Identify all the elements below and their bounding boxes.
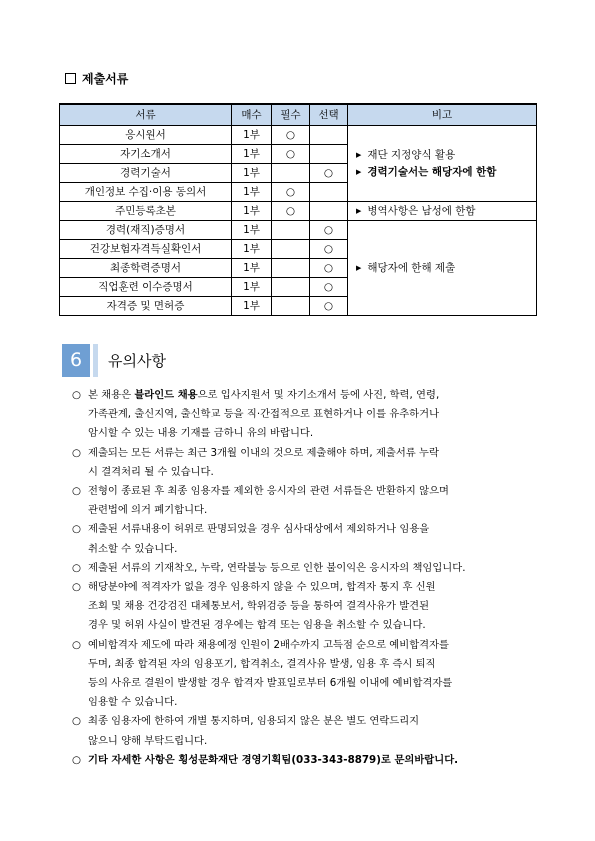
note-line: 취소할 수 있습니다. [88,542,178,555]
header-remark: 비고 [348,104,537,126]
circle-bullet-icon: ○ [72,485,81,498]
checkbox-square-icon [65,73,76,84]
note-line: 제출되는 모든 서류는 최근 3개월 이내의 것으로 제출해야 하며, 제출서류 누락 [88,446,439,459]
optional-mark [310,202,348,221]
list-item [72,712,532,750]
list-item [72,444,532,482]
table-row [60,202,537,221]
list-item [72,386,532,444]
note-line: 제출된 서류내용이 허위로 판명되었을 경우 심사대상에서 제외하거나 임용을 [88,523,430,536]
required-mark: ○ [272,183,310,202]
triangle-right-icon: ▶ [356,206,362,215]
header-doc: 서류 [60,104,232,126]
table-row [60,126,537,145]
header-optional: 선택 [310,104,348,126]
doc-count: 1부 [232,297,272,316]
doc-name: 최종학력증명서 [60,259,232,278]
circle-bullet-icon: ○ [72,638,81,651]
doc-name: 경력(재직)증명서 [60,221,232,240]
triangle-right-icon: ▶ [356,167,362,176]
list-item [72,482,532,520]
doc-name: 자격증 및 면허증 [60,297,232,316]
remark-group-3: ▶ 해당자에 한해 제출 [348,221,537,316]
doc-count: 1부 [232,259,272,278]
optional-mark [310,145,348,164]
note-line: 암시할 수 있는 내용 기재를 금하니 유의 바랍니다. [88,427,314,440]
required-mark: ○ [272,145,310,164]
note-line: 경우 및 허위 사실이 발견된 경우에는 합격 또는 임용을 취소할 수 있습니다. [88,619,426,632]
doc-count: 1부 [232,202,272,221]
doc-name: 개인정보 수집·이용 동의서 [60,183,232,202]
note-line: 예비합격자 제도에 따라 채용예정 인원이 2배수까지 고득점 순으로 예비합격자를 [88,638,449,651]
header-required: 필수 [272,104,310,126]
note-line: 등의 사유로 결원이 발생할 경우 합격자 발표일로부터 6개월 이내에 예비합격자를 [88,677,453,690]
section-accent-bar [93,344,98,377]
doc-name: 자기소개서 [60,145,232,164]
note-line: 두며, 최종 합격된 자의 임용포기, 합격취소, 결격사유 발생, 임용 후 즉시 퇴직 [88,657,436,670]
doc-name: 건강보험자격득실확인서 [60,240,232,259]
doc-name: 주민등록초본 [60,202,232,221]
note-line: 최종 임용자에 한하여 개별 통지하며, 임용되지 않은 분은 별도 연락드리지 [88,715,420,728]
optional-mark: ○ [310,297,348,316]
note-line: 조회 및 채용 건강검진 대체통보서, 학위검증 등을 통하여 결격사유가 발견된 [88,600,430,613]
note-line: 제출된 서류의 기재착오, 누락, 연락불능 등으로 인한 불이익은 응시자의 책임입니다. [88,561,466,574]
doc-name: 응시원서 [60,126,232,145]
circle-bullet-icon: ○ [72,561,81,574]
note-line: 해당분야에 적격자가 없을 경우 임용하지 않을 수 있으며, 합격자 통지 후 신원 [88,581,436,594]
circle-bullet-icon: ○ [72,715,81,728]
required-mark: ○ [272,202,310,221]
required-mark [272,221,310,240]
doc-name: 경력기술서 [60,164,232,183]
list-item [72,559,532,578]
required-mark [272,259,310,278]
table-row [60,221,537,240]
doc-count: 1부 [232,183,272,202]
required-mark [272,240,310,259]
optional-mark: ○ [310,221,348,240]
circle-bullet-icon: ○ [72,446,81,459]
note-line: 가족관계, 출신지역, 출신학교 등을 직·간접적으로 표현하거나 이를 유추하거나 [88,408,440,421]
doc-count: 1부 [232,126,272,145]
list-item [72,578,532,636]
required-mark [272,297,310,316]
header-count: 매수 [232,104,272,126]
note-line: 관련법에 의거 폐기합니다. [88,504,208,517]
list-item [72,520,532,558]
optional-mark: ○ [310,259,348,278]
remark-group-2: ▶ 병역사항은 남성에 한함 [348,202,537,221]
submission-documents-table [59,103,537,316]
circle-bullet-icon: ○ [72,753,81,766]
note-line: 본 채용은 블라인드 채용으로 입사지원서 및 자기소개서 등에 사진, 학력, 연령, [88,389,440,401]
note-line: 않으니 양해 부탁드립니다. [88,734,208,747]
section-title-notes: 유의사항 [108,352,166,370]
triangle-right-icon: ▶ [356,263,362,272]
list-item [72,751,532,770]
note-line: 전형이 종료된 후 최종 임용자를 제외한 응시자의 관련 서류들은 반환하지 않으며 [88,485,449,498]
doc-count: 1부 [232,221,272,240]
note-line: 기타 자세한 사항은 횡성문화재단 경영기획팀(033-343-8879)로 문의바랍니다. [88,753,459,766]
doc-count: 1부 [232,145,272,164]
circle-bullet-icon: ○ [72,581,81,594]
doc-count: 1부 [232,240,272,259]
note-line: 시 결격처리 될 수 있습니다. [88,465,214,478]
note-line: 임용할 수 있습니다. [88,696,178,709]
section-number-badge: 6 [62,344,90,377]
optional-mark: ○ [310,164,348,183]
required-mark [272,278,310,297]
optional-mark: ○ [310,240,348,259]
doc-count: 1부 [232,278,272,297]
required-mark: ○ [272,126,310,145]
optional-mark: ○ [310,278,348,297]
doc-count: 1부 [232,164,272,183]
required-mark [272,164,310,183]
remark-group-1: ▶ 재단 지정양식 활용 ▶ 경력기술서는 해당자에 한함 [348,126,537,202]
circle-bullet-icon: ○ [72,389,81,401]
optional-mark [310,183,348,202]
optional-mark [310,126,348,145]
notes-list [72,386,532,770]
doc-name: 직업훈련 이수증명서 [60,278,232,297]
list-item [72,636,532,713]
table-header-row [60,104,537,126]
triangle-right-icon: ▶ [356,150,362,159]
section-title-submission: 제출서류 [65,70,128,87]
circle-bullet-icon: ○ [72,523,81,536]
